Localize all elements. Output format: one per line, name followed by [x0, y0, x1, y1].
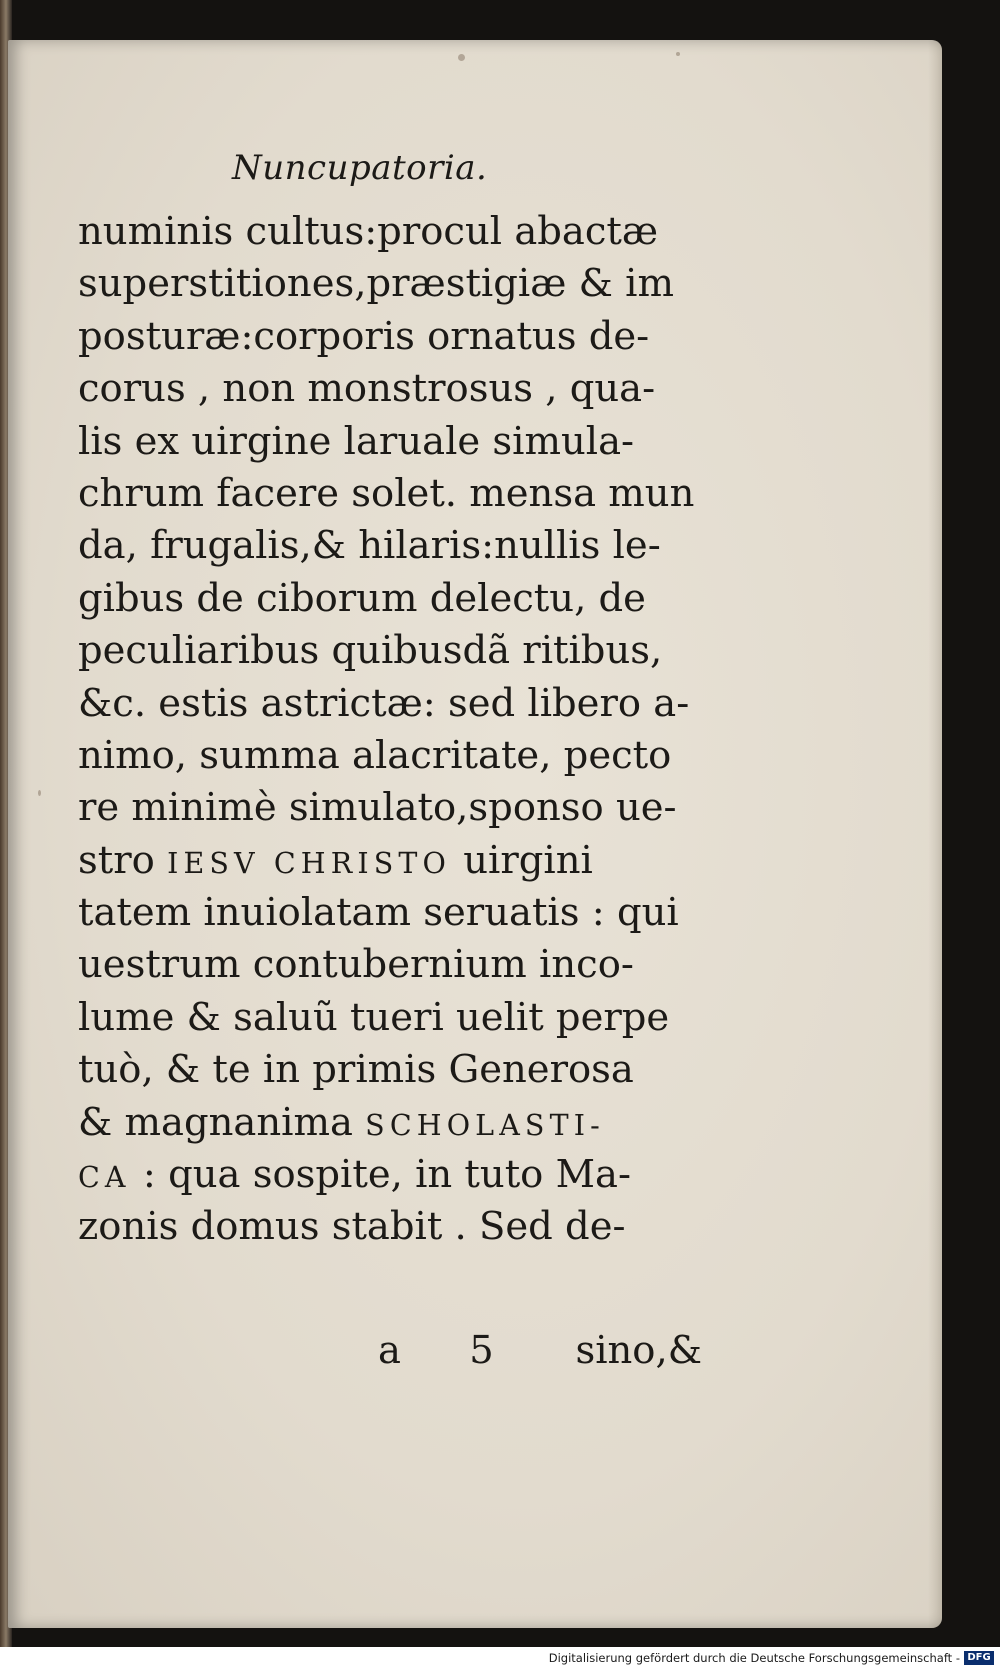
text-line: uestrum contubernium inco- — [78, 942, 634, 988]
small-caps-name: CA — [78, 1161, 131, 1195]
text-line: lume & saluũ tueri uelit perpe — [78, 994, 670, 1040]
digitization-credit: Digitalisierung gefördert durch die Deutsche Forschungsgemeinschaft - — [548, 1651, 960, 1665]
dfg-logo: DFG — [964, 1651, 994, 1665]
text-line: numinis cultus:procul abactæ — [78, 209, 659, 254]
text-line-part: & magnanima — [78, 1099, 366, 1145]
text-line: tuò, & te in primis Generosa — [78, 1047, 634, 1093]
body-text — [78, 206, 698, 1254]
text-line: peculiaribus quibusdã ritibus, — [78, 628, 663, 674]
text-line-part: : qua sospite, in tuto Ma- — [130, 1152, 631, 1198]
ink-speck — [458, 54, 465, 61]
small-caps-name: SCHOLASTI- — [365, 1108, 605, 1142]
running-head: Nuncupatoria. — [232, 148, 488, 188]
text-line: re minimè simulato,sponso ue- — [78, 785, 677, 831]
text-line: nimo, summa alacritate, pecto — [78, 732, 672, 778]
text-line: da, frugalis,& hilaris:nullis le- — [78, 523, 661, 569]
page-footer — [78, 1328, 702, 1382]
text-line: tatem inuiolatam seruatis : qui — [78, 890, 679, 936]
page-fore-edge — [928, 40, 942, 1628]
text-line — [78, 1097, 698, 1149]
credit-bar — [0, 1647, 1000, 1669]
text-line: zonis domus stabit . Sed de- — [78, 1204, 626, 1250]
small-caps-name: IESV CHRISTO — [167, 846, 451, 880]
text-line-part: stro — [78, 837, 168, 883]
text-line: corus , non monstrosus , qua- — [78, 366, 656, 412]
text-line — [78, 1149, 698, 1201]
text-line: &c. estis astrictæ: sed libero a- — [78, 680, 690, 726]
text-line — [78, 835, 698, 887]
catchword: sino,& — [575, 1328, 702, 1373]
text-line: posturæ:corporis ornatus de- — [78, 313, 650, 359]
text-line-part: uirgini — [450, 837, 593, 883]
ink-speck — [676, 52, 680, 56]
text-line: chrum facere solet. mensa mun — [78, 470, 695, 516]
text-line: lis ex uirgine laruale simula- — [78, 418, 635, 464]
text-line: superstitiones,præstigiæ & im — [78, 261, 674, 307]
ink-speck — [38, 790, 41, 796]
signature-mark: a 5 — [378, 1328, 522, 1373]
text-line: gibus de ciborum delectu, de — [78, 575, 646, 621]
